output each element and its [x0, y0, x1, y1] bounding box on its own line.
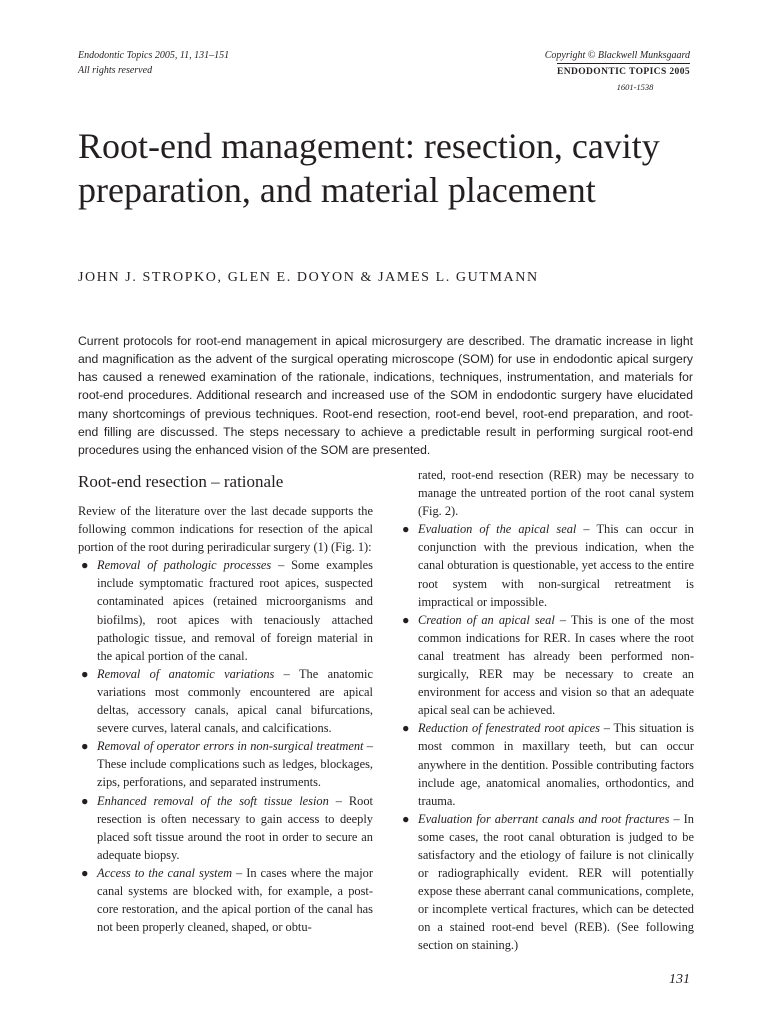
- page-number: 131: [669, 972, 690, 987]
- journal-citation: Endodontic Topics 2005, 11, 131–151: [78, 50, 230, 61]
- bullet-icon: ●: [81, 793, 89, 808]
- list-item: ● Enhanced removal of the soft tissue lesion – Root resection is often necessary to gain access to deeply placed soft tissue around the root in order to secure an adequate biopsy.: [81, 793, 373, 862]
- right-column: [399, 466, 694, 955]
- running-header-right: [520, 48, 690, 95]
- bullet-icon: ●: [402, 811, 410, 826]
- list-item: ● Reduction of fenestrated root apices – This situation is most common in maxillary teeth, but can occur anywhere in the dentition. Possible contributing factors include age, anatomical anomalies, orthodontics, and trauma.: [402, 721, 694, 808]
- rights-notice: All rights reserved: [78, 65, 153, 76]
- section-heading: Root-end resection – rationale: [78, 472, 284, 491]
- bullet-icon: ●: [81, 666, 89, 681]
- running-header-left: [78, 48, 229, 78]
- list-item: ● Creation of an apical seal – This is one of the most common indications for RER. In cases where the root canal treatment has already been performed non-surgically, RER may be necessary to create an environment for access and vision so that an adequate apical seal can be achieved.: [402, 612, 694, 718]
- bullet-icon: ●: [81, 558, 89, 573]
- list-item: ● Removal of operator errors in non-surgical treatment – These include complications such as ledges, blockages, zips, perforations, and separated instruments.: [81, 739, 374, 790]
- indication-list-left: [78, 556, 373, 936]
- issn: 1601-1538: [616, 82, 654, 92]
- list-item: ● Evaluation of the apical seal – This can occur in conjunction with the previous indication, when the canal obturation is questionable, yet access to the entire root system with non-surgical retreatment is impractical or impossible.: [402, 522, 695, 609]
- list-item: ● Evaluation for aberrant canals and root fractures – In some cases, the root canal obturation is judged to be satisfactory and the etiology of failure is not clinically or radiographically evident. RER will potentially expose these aberrant canal communications, complete, or incomplete vertical fractures, which can be detected on a stained root-end bevel (REB). (See following section on staining.): [402, 811, 694, 953]
- list-item: ● Removal of anatomic variations – The anatomic variations most commonly encountered are apical deltas, accessory canals, apical canal bifurcations, severe curves, lateral canals, and calcifications.: [81, 666, 373, 736]
- left-column: [78, 470, 373, 936]
- bullet-icon: ●: [81, 865, 89, 880]
- journal-name: ENDODONTIC TOPICS 2005: [557, 63, 690, 80]
- indication-list-right: [399, 520, 694, 954]
- bullet-icon: ●: [402, 612, 410, 627]
- list-item: ● Removal of pathologic processes – Some examples include symptomatic fractured root apices, suspected contaminated apices (retained microorganisms and biofilms), root apices with tenaciously attached pathologic tissue, and removal of foreign material in the apical portion of the canal.: [81, 558, 373, 663]
- bullet-icon: ●: [402, 721, 410, 736]
- copyright-line: Copyright © Blackwell Munksgaard: [544, 50, 690, 61]
- bullet-icon: ●: [81, 739, 89, 754]
- list-item: ● Access to the canal system – In cases where the major canal systems are blocked with, for example, a post-core restoration, and the apical portion of the canal has not been properly cleaned, shaped, or obtu-: [81, 865, 373, 935]
- bullet-icon: ●: [402, 522, 410, 537]
- author-list: JOHN J. STROPKO, GLEN E. DOYON & JAMES L. GUTMANN: [78, 270, 539, 285]
- abstract: Current protocols for root-end management in apical microsurgery are described. The dramatic increase in light and magnification as the advent of the surgical operating microscope (SOM) for use in endodontic apical surgery has caused a renewed examination of the rationale, indications, techniques, instrumentation, and materials for root-end procedures. Additional research and increased use of the SOM in endodontic surgery have elucidated many shortcomings of previous techniques. Root-end resection, root-end bevel, root-end preparation, and root-end filling are discussed. The steps necessary to achieve a predictable result in performing surgical root-end procedures using the enhanced vision of the SOM are presented.: [78, 334, 693, 457]
- section-intro: Review of the literature over the last decade supports the following common indications for resection of the apical portion of the root during periradicular surgery (1) (Fig. 1):: [78, 504, 373, 555]
- continued-text: rated, root-end resection (RER) may be necessary to manage the untreated portion of the root canal system (Fig. 2).: [418, 468, 694, 519]
- article-title: Root-end management: resection, cavity preparation, and material placement: [78, 126, 660, 210]
